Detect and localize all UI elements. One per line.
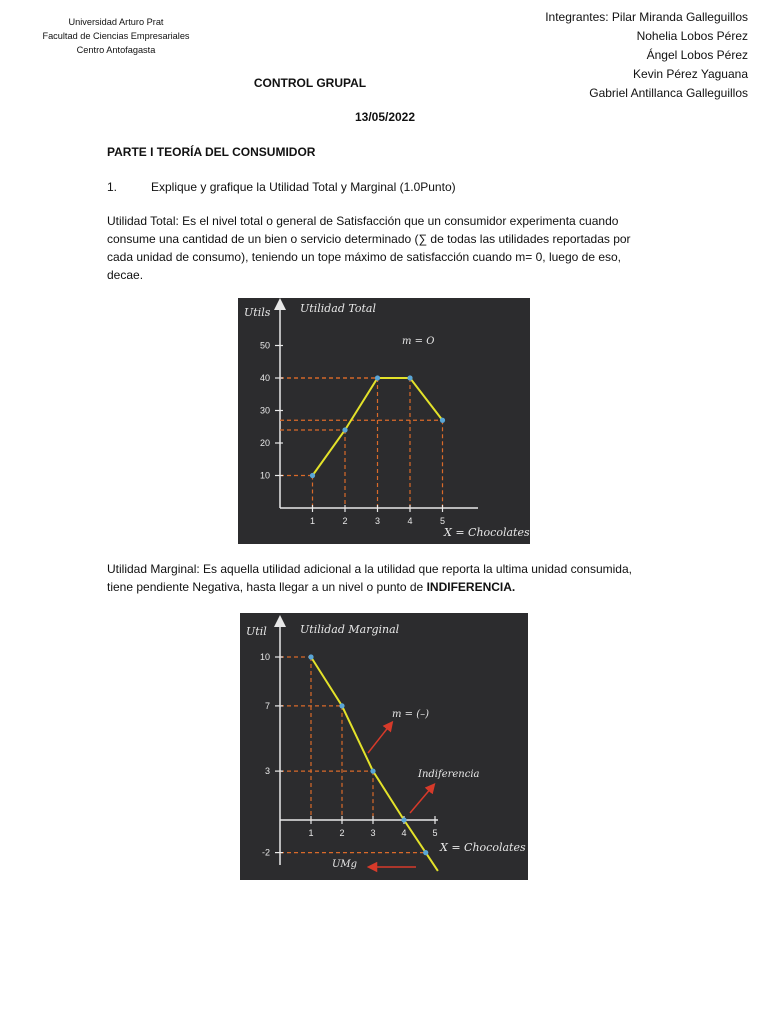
utilidad-total-paragraph: Utilidad Total: Es el nivel total o general de Satisfacción que un consumidor experimenta cuando consume una cantidad de un bien o servicio determinado (∑ de todas las utilidades reportadas por cada unidad de consumo), teniendo un tope máximo de satisfacción cuando m= 0, luego de eso, decae.: [107, 214, 631, 282]
member-line: Ángel Lobos Pérez: [646, 48, 748, 62]
utilidad-marginal-svg: [240, 613, 528, 880]
x-tick-label: 1: [308, 828, 314, 838]
y-tick-label: 50: [259, 340, 270, 351]
data-point: [310, 473, 315, 478]
y-axis-label: Utils: [244, 306, 271, 319]
data-point: [370, 769, 375, 774]
utilidad-total-svg: [238, 298, 530, 544]
slope-arrow: [368, 725, 390, 753]
x-tick-label: 1: [309, 516, 316, 526]
chart-title: Utilidad Total: [300, 302, 376, 315]
data-point: [423, 850, 428, 855]
question-number: 1.: [107, 180, 118, 194]
document-title: CONTROL GRUPAL: [253, 76, 367, 90]
x-tick-label: 5: [432, 828, 438, 838]
question-text: Explique y grafique la Utilidad Total y Marginal (1.0Punto): [151, 180, 456, 194]
document-date: 13/05/2022: [354, 110, 416, 124]
member-line: Kevin Pérez Yaguana: [633, 67, 748, 81]
y-axis-label: Util: [246, 625, 267, 638]
data-point: [342, 427, 347, 432]
x-tick-label: 3: [374, 516, 381, 526]
utilidad-marginal-chart: [240, 613, 528, 880]
institution-block: [20, 15, 212, 57]
marginal-bold-term: INDIFERENCIA.: [426, 580, 516, 594]
indifference-annotation: Indiferencia: [418, 769, 480, 780]
indifference-arrow: [410, 787, 432, 813]
section-heading: PARTE I TEORÍA DEL CONSUMIDOR: [107, 145, 316, 159]
x-tick-label: 4: [401, 828, 407, 838]
data-point: [407, 375, 412, 380]
axis-ticks: [260, 652, 438, 858]
slope-annotation: m = (–): [392, 709, 430, 720]
data-point: [375, 375, 380, 380]
marginal-utility-curve: [311, 657, 438, 871]
x-tick-label: 4: [407, 516, 413, 526]
y-tick-label: 30: [259, 405, 270, 416]
data-point: [339, 703, 344, 708]
umg-annotation: UMg: [332, 859, 358, 870]
marginal-text: Utilidad Marginal: Es aquella utilidad adicional a la utilidad que reporta la ultima unidad consumida, tiene pendiente Negativa, hasta llegar a un nivel o punto de: [107, 562, 632, 594]
y-tick-label: 10: [259, 470, 270, 481]
data-point: [440, 418, 445, 423]
campus-name: Centro Antofagasta: [76, 45, 156, 55]
member-line: Nohelia Lobos Pérez: [636, 29, 748, 43]
y-tick-label: 10: [259, 652, 270, 662]
utilidad-marginal-paragraph: [107, 560, 655, 596]
x-axis-label: X = Chocolates: [444, 526, 530, 539]
member-line: Gabriel Antillanca Galleguillos: [589, 86, 748, 100]
data-point: [308, 654, 313, 659]
slope-annotation: m = O: [402, 336, 435, 347]
y-tick-label: 3: [264, 766, 270, 777]
guide-lines: [280, 378, 443, 508]
x-tick-label: 5: [439, 516, 446, 526]
x-tick-label: 3: [370, 828, 376, 838]
y-tick-label: 20: [259, 438, 270, 448]
utilidad-total-chart: [238, 298, 530, 544]
y-tick-label: 40: [259, 373, 270, 383]
axis-ticks: [260, 341, 445, 527]
chart-title: Utilidad Marginal: [300, 623, 400, 636]
x-tick-label: 2: [342, 516, 348, 526]
y-tick-label: -2: [261, 847, 270, 858]
university-name: Universidad Arturo Prat: [68, 17, 164, 27]
faculty-name: Facultad de Ciencias Empresariales: [42, 31, 190, 41]
data-points: [308, 654, 428, 855]
member-line: Integrantes: Pilar Miranda Galleguillos: [545, 10, 748, 24]
x-tick-label: 2: [339, 828, 345, 838]
data-point: [401, 817, 406, 822]
y-tick-label: 7: [264, 700, 270, 711]
x-axis-label: X = Chocolates: [440, 841, 526, 854]
